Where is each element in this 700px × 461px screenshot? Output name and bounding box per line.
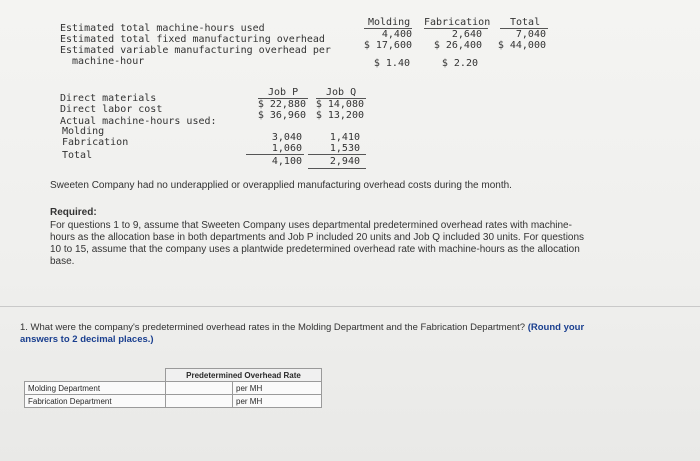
row-label-continued: machine-hour xyxy=(72,56,145,67)
required-text-line: hours as the allocation base in both departments and Job P included 20 units and Job Q included 30 units. For questions xyxy=(50,232,585,243)
cell-value: 4,400 xyxy=(381,29,412,40)
total-underline xyxy=(308,154,366,155)
table-row xyxy=(25,395,322,408)
col-header-job-p: Job P xyxy=(268,87,299,98)
row-label: Fabrication xyxy=(62,137,129,148)
cell-value: 2,640 xyxy=(451,29,482,40)
cell-value: $ 14,080 xyxy=(315,99,364,110)
answer-table-header: Predetermined Overhead Rate xyxy=(166,369,322,382)
row-label-molding: Molding Department xyxy=(25,382,166,395)
total-underline xyxy=(246,154,304,155)
required-text-line: For questions 1 to 9, assume that Sweeten Company uses departmental predetermined overhead rates with machine- xyxy=(50,220,572,231)
cell-value: 3,040 xyxy=(271,132,302,143)
required-text-line: 10 to 15, assume that the company uses a plantwide predetermined overhead rate with machine-hours as the allocation xyxy=(50,244,580,255)
row-label: Estimated variable manufacturing overhead per xyxy=(60,45,331,56)
col-header-job-q: Job Q xyxy=(326,87,357,98)
total-underline xyxy=(308,168,366,169)
problem-statement: Sweeten Company had no underapplied or overapplied manufacturing overhead costs during the month. xyxy=(50,180,512,191)
cell-value: $ 2.20 xyxy=(441,58,478,69)
table-row xyxy=(25,382,322,395)
cell-value: $ 36,960 xyxy=(257,110,306,121)
required-text-line: base. xyxy=(50,256,75,267)
col-header-total: Total xyxy=(510,17,541,28)
col-header-molding: Molding xyxy=(368,17,411,28)
row-label: Molding xyxy=(62,126,105,137)
cell-value: 1,060 xyxy=(271,143,302,154)
question-instruction-continued: answers to 2 decimal places.) xyxy=(20,334,154,345)
row-label: Actual machine-hours used: xyxy=(60,116,217,127)
cell-value: $ 44,000 xyxy=(497,40,546,51)
row-label: Direct materials xyxy=(60,93,157,104)
cell-value: $ 22,880 xyxy=(257,99,306,110)
cell-value: $ 26,400 xyxy=(433,40,482,51)
question-prompt: 1. What were the company's predetermined overhead rates in the Molding Department and the Fabrication Department? xyxy=(20,322,526,333)
row-label: Estimated total machine-hours used xyxy=(60,23,265,34)
section-divider xyxy=(0,306,700,307)
row-label: Total xyxy=(62,150,93,161)
row-label: Estimated total fixed manufacturing overhead xyxy=(60,34,325,45)
fabrication-rate-input[interactable] xyxy=(166,396,232,407)
cell-value: 1,530 xyxy=(329,143,360,154)
row-label: Direct labor cost xyxy=(60,104,163,115)
cell-value: 4,100 xyxy=(271,156,302,167)
molding-rate-input[interactable] xyxy=(166,383,232,394)
cell-value: $ 17,600 xyxy=(363,40,412,51)
required-heading: Required: xyxy=(50,207,97,218)
cell-value: 7,040 xyxy=(515,29,546,40)
cell-value: 1,410 xyxy=(329,132,360,143)
answer-table xyxy=(24,368,322,408)
cell-value: $ 1.40 xyxy=(373,58,410,69)
col-header-fabrication: Fabrication xyxy=(424,17,491,28)
cell-value: $ 13,200 xyxy=(315,110,364,121)
row-label-fabrication: Fabrication Department xyxy=(25,395,166,408)
cell-value: 2,940 xyxy=(329,156,360,167)
unit-label: per MH xyxy=(233,395,322,408)
question-instruction: (Round your xyxy=(527,322,585,333)
question-text xyxy=(20,322,584,333)
unit-label: per MH xyxy=(233,382,322,395)
